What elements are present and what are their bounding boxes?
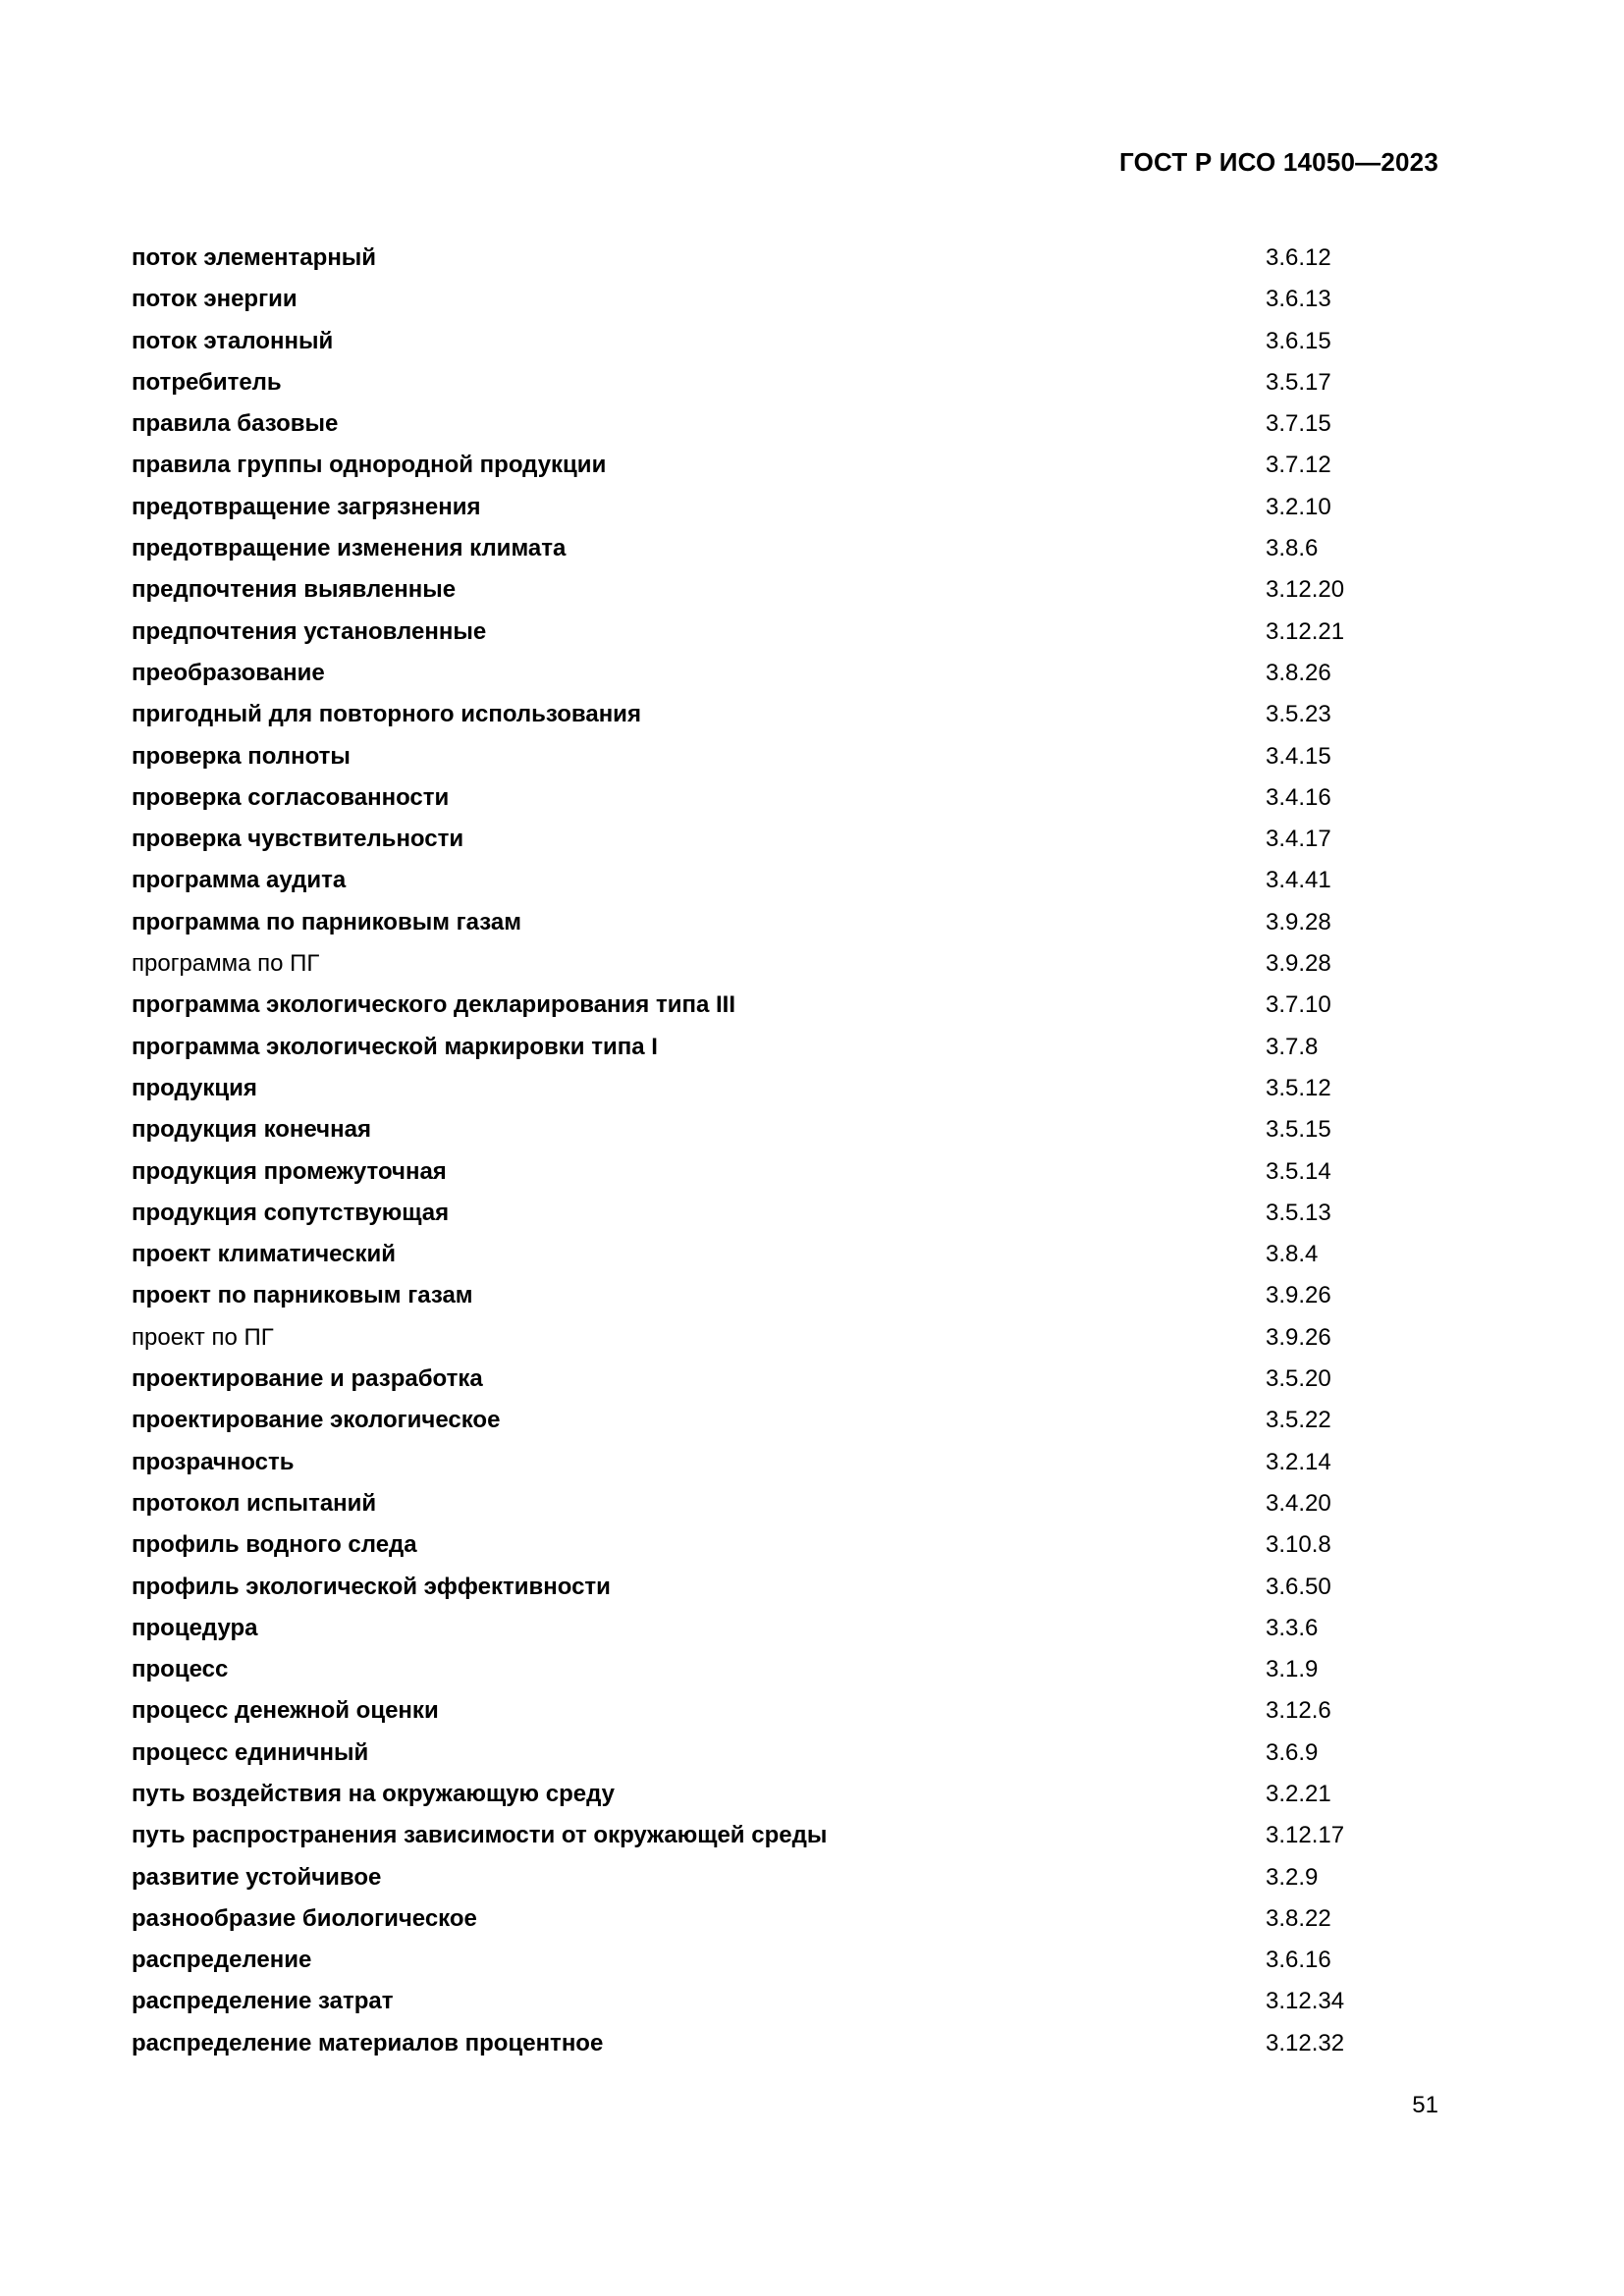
index-entry	[132, 1275, 1359, 1316]
index-entry	[132, 1981, 1359, 2022]
index-reference: 3.8.22	[1266, 1904, 1331, 1932]
index-term: процедура	[132, 1614, 258, 1641]
index-entry	[132, 238, 1359, 279]
index-reference: 3.5.12	[1266, 1074, 1331, 1101]
index-entry	[132, 1733, 1359, 1774]
index-term: путь воздействия на окружающую среду	[132, 1780, 615, 1807]
index-reference: 3.8.6	[1266, 535, 1319, 562]
index-reference: 3.2.21	[1266, 1780, 1331, 1807]
index-reference: 3.5.22	[1266, 1407, 1331, 1434]
index-reference: 3.12.34	[1266, 1988, 1345, 2015]
index-term: распределение	[132, 1947, 312, 1974]
index-term: программа по ПГ	[132, 950, 320, 978]
index-reference: 3.4.20	[1266, 1489, 1331, 1517]
index-term: процесс денежной оценки	[132, 1697, 439, 1725]
index-term: поток элементарный	[132, 244, 377, 271]
index-term: проектирование экологическое	[132, 1407, 501, 1434]
index-entry	[132, 860, 1359, 901]
index-entry	[132, 985, 1359, 1026]
document-header: ГОСТ Р ИСО 14050—2023	[1118, 147, 1438, 177]
index-entry	[132, 2023, 1359, 2064]
index-entry	[132, 612, 1359, 653]
index-entry	[132, 1815, 1359, 1856]
index-term: программа по парниковым газам	[132, 908, 521, 935]
index-term: предотвращение загрязнения	[132, 493, 481, 520]
index-entry	[132, 1193, 1359, 1234]
index-entry	[132, 1442, 1359, 1483]
index-reference: 3.6.12	[1266, 244, 1331, 271]
index-reference: 3.5.14	[1266, 1157, 1331, 1185]
index-term: разнообразие биологическое	[132, 1904, 477, 1932]
index-term: предотвращение изменения климата	[132, 535, 567, 562]
index-reference: 3.9.28	[1266, 950, 1331, 978]
index-term: предпочтения выявленные	[132, 576, 457, 604]
index-entry	[132, 653, 1359, 694]
index-reference: 3.5.23	[1266, 701, 1331, 728]
index-entry	[132, 1524, 1359, 1566]
index-reference: 3.8.26	[1266, 659, 1331, 686]
index-reference: 3.9.28	[1266, 908, 1331, 935]
index-entry	[132, 1068, 1359, 1109]
index-entry	[132, 1400, 1359, 1441]
index-reference: 3.6.15	[1266, 327, 1331, 354]
index-entry	[132, 1608, 1359, 1649]
index-term: проект по парниковым газам	[132, 1282, 473, 1309]
index-reference: 3.12.21	[1266, 617, 1345, 645]
index-reference: 3.2.10	[1266, 493, 1331, 520]
index-entry	[132, 1567, 1359, 1608]
index-reference: 3.3.6	[1266, 1614, 1319, 1641]
index-reference: 3.4.16	[1266, 783, 1331, 811]
index-reference: 3.4.41	[1266, 867, 1331, 894]
index-reference: 3.2.14	[1266, 1448, 1331, 1475]
index-term: процесс	[132, 1656, 229, 1683]
index-term: прозрачность	[132, 1448, 295, 1475]
index-entry	[132, 528, 1359, 569]
index-entry	[132, 1898, 1359, 1940]
index-entry	[132, 1857, 1359, 1898]
index-entry	[132, 1649, 1359, 1690]
index-entry	[132, 943, 1359, 985]
index-term: правила группы однородной продукции	[132, 452, 607, 479]
index-reference: 3.8.4	[1266, 1241, 1319, 1268]
index-term: профиль экологической эффективности	[132, 1573, 611, 1600]
index-entry	[132, 819, 1359, 860]
index-reference: 3.7.12	[1266, 452, 1331, 479]
index-entry	[132, 694, 1359, 735]
index-entry	[132, 445, 1359, 486]
index-entry	[132, 1317, 1359, 1359]
index-reference: 3.10.8	[1266, 1531, 1331, 1559]
index-reference: 3.6.16	[1266, 1947, 1331, 1974]
index-term: развитие устойчивое	[132, 1863, 382, 1891]
index-entry	[132, 1483, 1359, 1524]
index-entry	[132, 1940, 1359, 1981]
index-reference: 3.6.50	[1266, 1573, 1331, 1600]
index-term: проект климатический	[132, 1241, 397, 1268]
index-reference: 3.7.10	[1266, 991, 1331, 1019]
index-term: правила базовые	[132, 410, 339, 438]
index-entry	[132, 1151, 1359, 1193]
index-term: преобразование	[132, 659, 325, 686]
index-term: распределение затрат	[132, 1988, 394, 2015]
index-term: процесс единичный	[132, 1738, 369, 1766]
index-term: продукция	[132, 1074, 257, 1101]
index-reference: 3.4.15	[1266, 742, 1331, 770]
index-term: программа экологической маркировки типа I	[132, 1033, 658, 1060]
index-term: протокол испытаний	[132, 1489, 377, 1517]
index-term: пригодный для повторного использования	[132, 701, 641, 728]
index-reference: 3.7.15	[1266, 410, 1331, 438]
index-entry	[132, 736, 1359, 777]
index-reference: 3.5.17	[1266, 368, 1331, 396]
index-term: проверка чувствительности	[132, 826, 464, 853]
index-term: продукция сопутствующая	[132, 1199, 450, 1226]
index-term: проект по ПГ	[132, 1323, 274, 1351]
index-term: проверка полноты	[132, 742, 351, 770]
index-reference: 3.1.9	[1266, 1656, 1319, 1683]
index-reference: 3.2.9	[1266, 1863, 1319, 1891]
index-entry	[132, 902, 1359, 943]
alphabetical-index	[132, 238, 1359, 2064]
index-entry	[132, 321, 1359, 362]
index-term: распределение материалов процентное	[132, 2029, 604, 2056]
index-reference: 3.9.26	[1266, 1323, 1331, 1351]
index-reference: 3.5.15	[1266, 1116, 1331, 1144]
index-reference: 3.7.8	[1266, 1033, 1319, 1060]
index-term: предпочтения установленные	[132, 617, 487, 645]
index-reference: 3.12.20	[1266, 576, 1345, 604]
index-entry	[132, 777, 1359, 819]
index-entry	[132, 1027, 1359, 1068]
index-term: путь распространения зависимости от окружающей среды	[132, 1822, 828, 1849]
index-term: поток эталонный	[132, 327, 334, 354]
index-entry	[132, 403, 1359, 445]
index-reference: 3.12.6	[1266, 1697, 1331, 1725]
index-entry	[132, 279, 1359, 320]
index-entry	[132, 487, 1359, 528]
index-reference: 3.4.17	[1266, 826, 1331, 853]
index-term: программа аудита	[132, 867, 347, 894]
index-term: продукция конечная	[132, 1116, 371, 1144]
page-number: 51	[1412, 2092, 1438, 2118]
index-entry	[132, 1359, 1359, 1400]
index-entry	[132, 1690, 1359, 1732]
index-term: проверка согласованности	[132, 783, 450, 811]
index-entry	[132, 1774, 1359, 1815]
index-term: поток энергии	[132, 286, 298, 313]
index-reference: 3.12.32	[1266, 2029, 1345, 2056]
index-term: программа экологического декларирования типа III	[132, 991, 735, 1019]
index-term: проектирование и разработка	[132, 1365, 483, 1393]
index-reference: 3.5.13	[1266, 1199, 1331, 1226]
index-term: потребитель	[132, 368, 282, 396]
index-term: продукция промежуточная	[132, 1157, 447, 1185]
index-reference: 3.6.9	[1266, 1738, 1319, 1766]
index-reference: 3.12.17	[1266, 1822, 1345, 1849]
index-entry	[132, 362, 1359, 403]
index-entry	[132, 569, 1359, 611]
index-reference: 3.6.13	[1266, 286, 1331, 313]
index-reference: 3.5.20	[1266, 1365, 1331, 1393]
index-term: профиль водного следа	[132, 1531, 417, 1559]
index-entry	[132, 1234, 1359, 1275]
index-reference: 3.9.26	[1266, 1282, 1331, 1309]
index-entry	[132, 1109, 1359, 1150]
